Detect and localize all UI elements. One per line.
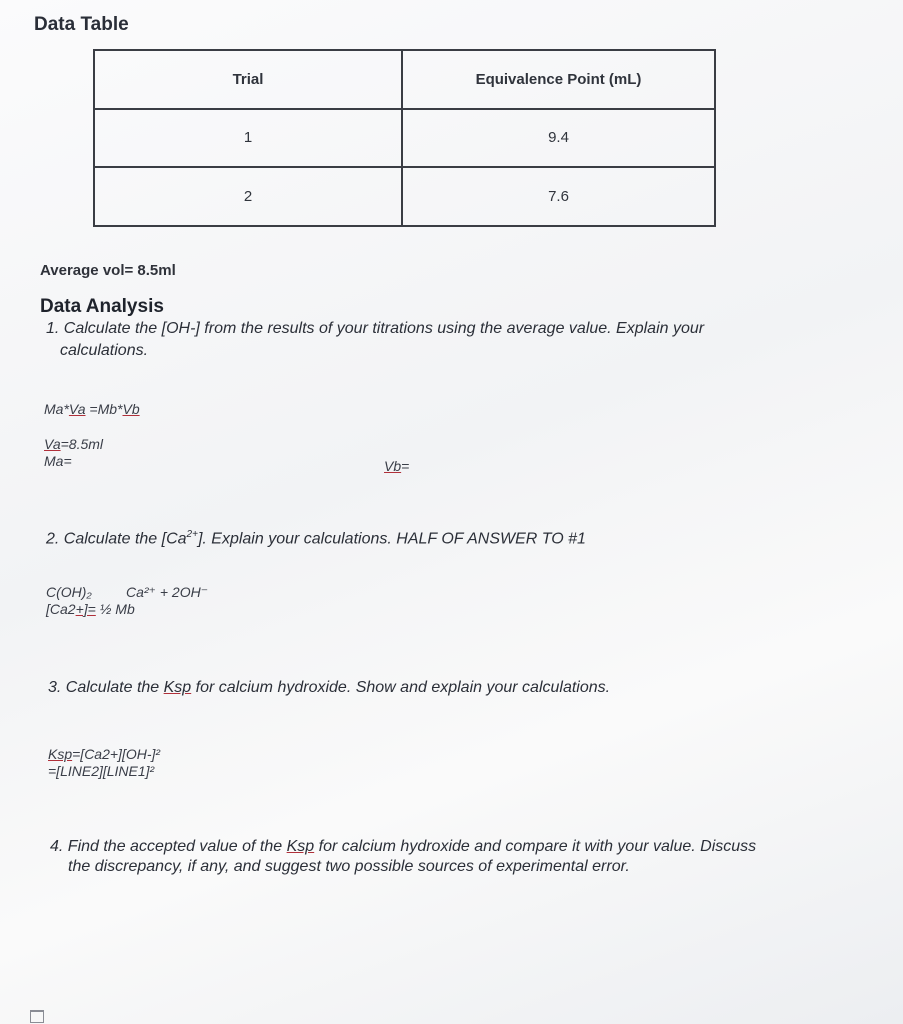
- question-1-line-1: 1. Calculate the [OH-] from the results of your titrations using the average value. Explain your: [46, 320, 705, 337]
- q2-work-a: [Ca2: [46, 601, 76, 617]
- q1-formula: [44, 401, 140, 417]
- q4-text-ksp: Ksp: [286, 838, 315, 855]
- q1-va-label: Va: [44, 436, 61, 452]
- question-2: [46, 529, 586, 548]
- analysis-heading: Data Analysis: [40, 296, 164, 317]
- table-row: [94, 109, 715, 168]
- data-table: [93, 49, 716, 227]
- q2-reaction-left: C(OH)₂: [46, 584, 92, 600]
- table-row: [94, 167, 715, 226]
- q4-text-a: 4. Find the accepted value of the: [50, 838, 287, 855]
- page-title: Data Table: [34, 14, 129, 35]
- table-cell: 9.4: [402, 109, 715, 168]
- q1-formula-vb: Vb: [122, 401, 140, 417]
- q1-formula-a: Ma*: [44, 401, 69, 417]
- q3-work-ksp: Ksp: [48, 746, 73, 762]
- q2-superscript: 2+: [186, 529, 198, 540]
- q1-formula-va: Va: [68, 401, 86, 417]
- q1-vb-value: =: [401, 458, 410, 474]
- table-header-cell: Equivalence Point (mL): [402, 50, 715, 109]
- q1-vb: [384, 458, 409, 474]
- q2-work-underlined: +]=: [75, 601, 96, 617]
- question-4-line-1: [50, 838, 756, 856]
- table-cell: 2: [94, 167, 402, 226]
- q4-text-b: for calcium hydroxide and compare it with your value. Discuss: [314, 838, 757, 855]
- q2-text-b: ]. Explain your calculations. HALF OF ANSWER TO #1: [197, 530, 586, 548]
- q1-ma: Ma=: [44, 453, 72, 469]
- table-cell: 7.6: [402, 167, 715, 226]
- q1-va-value: =8.5ml: [60, 436, 104, 452]
- question-3: [48, 679, 610, 697]
- q2-reaction-right: Ca²⁺ + 2OH⁻: [126, 584, 209, 600]
- table-cell: 1: [94, 109, 402, 168]
- q2-text-a: 2. Calculate the [Ca: [46, 530, 187, 548]
- q3-work-2: =[LINE2][LINE1]²: [48, 763, 155, 779]
- question-4-line-2: the discrepancy, if any, and suggest two possible sources of experimental error.: [68, 858, 630, 875]
- q1-vb-label: Vb: [384, 458, 402, 474]
- q1-va: [44, 436, 103, 452]
- q3-work-1-rest: =[Ca2+][OH-]²: [72, 746, 161, 762]
- q3-text-a: 3. Calculate the: [48, 679, 164, 696]
- footer-icon: [30, 1010, 44, 1023]
- question-1-line-2: calculations.: [60, 342, 149, 359]
- q3-text-ksp: Ksp: [163, 679, 192, 696]
- table-header-row: [94, 50, 715, 109]
- q1-formula-b: =Mb*: [85, 401, 123, 417]
- average-volume: Average vol= 8.5ml: [40, 262, 176, 279]
- q2-work: [46, 601, 135, 617]
- table-header-cell: Trial: [94, 50, 402, 109]
- q3-text-b: for calcium hydroxide. Show and explain your calculations.: [191, 679, 611, 696]
- q2-work-b: ½ Mb: [95, 601, 135, 617]
- q3-work-1: [48, 746, 160, 762]
